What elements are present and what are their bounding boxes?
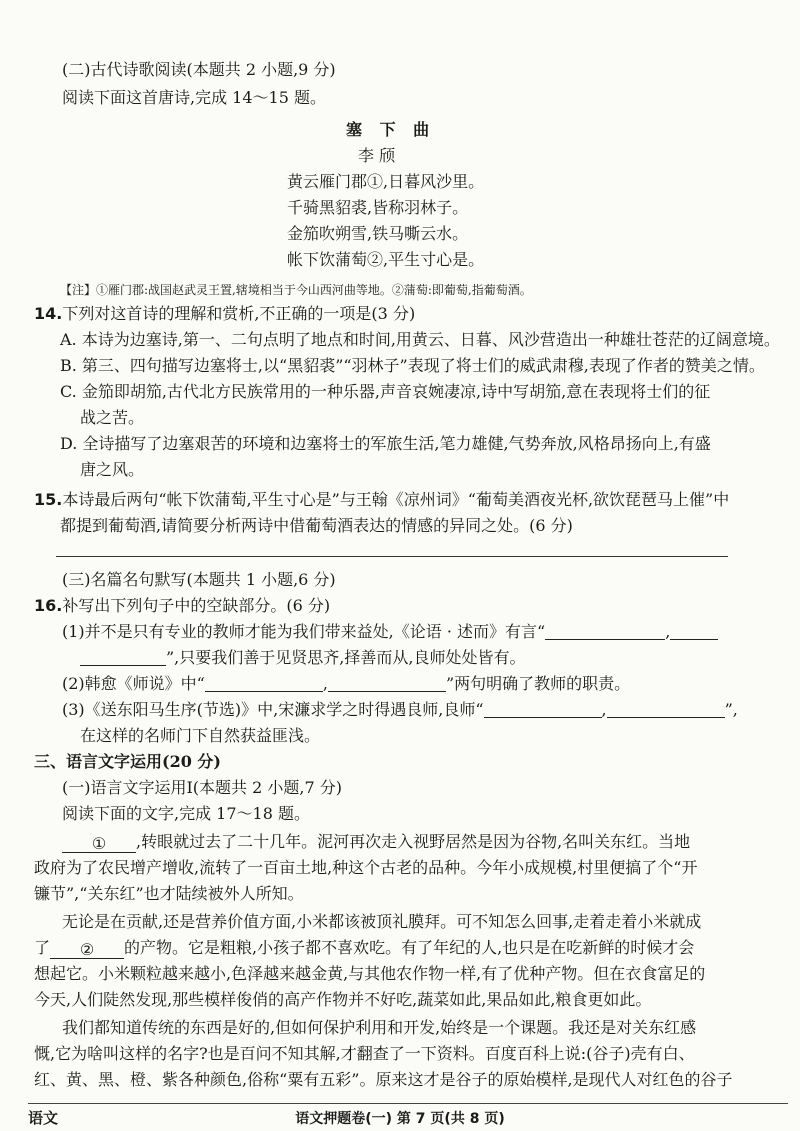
section2-instruction: 阅读下面这首唐诗,完成 14～15 题。 (62, 88, 326, 107)
q16-item-1-text: (1)并不是只有专业的教师才能为我们带来益处,《论语 · 述而》有言“ (62, 622, 546, 641)
q14-option-b: B. 第三、四句描写边塞将士,以“黑貂裘”“羽林子”表现了将士们的威武肃穆,表现了作者的赞美之情。 (60, 356, 765, 375)
q14-number: 14. (34, 304, 63, 323)
q16-blank-2a[interactable] (670, 623, 718, 640)
poem-title: 塞 下 曲 (346, 120, 436, 139)
q16-item-1 (62, 622, 718, 642)
q16-item-2-text: (2)韩愈《师说》中“ (62, 674, 205, 693)
q14-stem (34, 304, 415, 324)
q15-line-2: 都提到葡萄酒,请简要分析两诗中借葡萄酒表达的情感的异同之处。(6 分) (60, 516, 573, 535)
poem-line-1: 黄云雁门郡①,日暮风沙里。 (287, 172, 485, 191)
q14-option-c: C. 金笳即胡笳,古代北方民族常用的一种乐器,声音哀婉凄凉,诗中写胡笳,意在表现将士们的征 (60, 382, 711, 401)
q16-comma-1: , (665, 622, 671, 641)
passage-blank-2[interactable]: ② (50, 940, 124, 959)
footer-divider (28, 1103, 788, 1104)
q14-option-a: A. 本诗为边塞诗,第一、二句点明了地点和时间,用黄云、日暮、风沙营造出一种雄壮苍茫的辽阔意境。 (60, 330, 780, 349)
q16-item-3-cont: 在这样的名师门下自然获益匪浅。 (80, 726, 321, 745)
q16-item-3-text: (3)《送东阳马生序(节选)》中,宋濂求学之时得遇良师,良师“ (62, 700, 484, 719)
q15-stem (34, 490, 729, 510)
passage-p2-b (34, 938, 694, 959)
q16-comma-3: , (601, 700, 607, 719)
passage-p2-c: 想起它。小米颗粒越来越小,色泽越来越金黄,与其他农作物一样,有了优种产物。但在衣食富足的 (34, 964, 706, 983)
passage-p1-c: 镰节”,“关东红”也才陆续被外人所知。 (34, 884, 304, 903)
part3-instruction: 阅读下面的文字,完成 17～18 题。 (62, 804, 310, 823)
q16-close-quote: ”, (724, 700, 738, 719)
section2-heading: (二)古代诗歌阅读(本题共 2 小题,9 分) (62, 60, 336, 79)
q16-stem-text: 补写出下列句子中的空缺部分。(6 分) (62, 596, 331, 615)
passage-p2-b-pre: 了 (34, 938, 51, 957)
q14-option-d: D. 全诗描写了边塞艰苦的环境和边塞将士的军旅生活,笔力雄健,气势奔放,风格昂扬向上,有盛 (60, 434, 711, 453)
q15-number: 15. (34, 490, 63, 509)
q16-item-1-cont (80, 648, 525, 668)
part3-sub1: (一)语言文字运用Ⅰ(本题共 2 小题,7 分) (62, 778, 342, 797)
passage-p2-a: 无论是在贡献,还是营养价值方面,小米都该被顶礼膜拜。可不知怎么回事,走着走着小米就成 (62, 912, 702, 931)
q16-item-1-tail: ”,只要我们善于见贤思齐,择善而从,良师处处皆有。 (166, 648, 526, 667)
passage-p3-a: 我们都知道传统的东西是好的,但如何保护利用和开发,始终是一个课题。我还是对关东红感 (62, 1018, 697, 1037)
q16-number: 16. (34, 596, 63, 615)
q16-blank-3[interactable] (205, 675, 323, 692)
q14-option-d-cont: 唐之风。 (80, 460, 145, 479)
passage-blank-1[interactable]: ① (62, 834, 136, 853)
q16-blank-4[interactable] (328, 675, 446, 692)
footer-page-info: 语文押题卷(一) 第 7 页(共 8 页) (295, 1111, 505, 1127)
q14-option-c-cont: 战之苦。 (80, 408, 145, 427)
passage-p2-d: 今天,人们陡然发现,那些模样俊俏的高产作物并不好吃,蔬菜如此,果品如此,粮食更如此。 (34, 990, 652, 1009)
q14-stem-text: 下列对这首诗的理解和赏析,不正确的一项是(3 分) (62, 304, 416, 323)
poem-note: 【注】①雁门郡:战国赵武灵王置,辖境相当于今山西河曲等地。②蒲萄:即葡萄,指葡萄酒。 (60, 283, 532, 297)
passage-p2-b-post: 的产物。它是粗粮,小孩子都不喜欢吃。有了年纪的人,也只是在吃新鲜的时候才会 (124, 938, 695, 957)
q16-item-3 (62, 700, 738, 720)
passage-p1-a-text: ,转眼就过去了二十几年。泥河再次走入视野居然是因为谷物,名叫关东红。当地 (136, 832, 691, 851)
q16-blank-2b[interactable] (80, 649, 166, 666)
q16-blank-6[interactable] (607, 701, 725, 718)
q15-line-1: 本诗最后两句“帐下饮蒲萄,平生寸心是”与王翰《凉州词》“葡萄美酒夜光杯,欲饮琵琶马上催”中 (62, 490, 730, 509)
poem-author: 李 颀 (358, 146, 396, 165)
q16-comma-2: , (322, 674, 328, 693)
part3-heading: 三、语言文字运用(20 分) (34, 752, 221, 771)
passage-p1-a (62, 832, 690, 853)
passage-p1-b: 政府为了农民增产增收,流转了一百亩土地,种这个古老的品种。今年小成规模,村里便搞了个“开 (34, 858, 698, 877)
q16-blank-1[interactable] (545, 623, 665, 640)
footer-subject: 语文 (28, 1109, 59, 1127)
poem-line-4: 帐下饮蒲萄②,平生寸心是。 (287, 250, 485, 269)
section3-heading: (三)名篇名句默写(本题共 1 小题,6 分) (62, 570, 336, 589)
q16-blank-5[interactable] (484, 701, 602, 718)
poem-line-2: 千骑黑貂裘,皆称羽林子。 (287, 198, 469, 217)
q16-item-2 (62, 674, 630, 694)
passage-p3-b: 慨,它为啥叫这样的名字?也是百问不知其解,才翻查了一下资料。百度百科上说:(谷子)壳有白、 (34, 1044, 695, 1063)
q16-stem (34, 596, 330, 616)
q16-item-2-tail: ”两句明确了教师的职责。 (445, 674, 631, 693)
passage-p3-c: 红、黄、黑、橙、紫各种颜色,俗称“粟有五彩”。原来这才是谷子的原始模样,是现代人对红色的谷子 (34, 1070, 733, 1089)
poem-line-3: 金笳吹朔雪,铁马嘶云水。 (287, 224, 469, 243)
q15-answer-line[interactable] (56, 556, 728, 557)
